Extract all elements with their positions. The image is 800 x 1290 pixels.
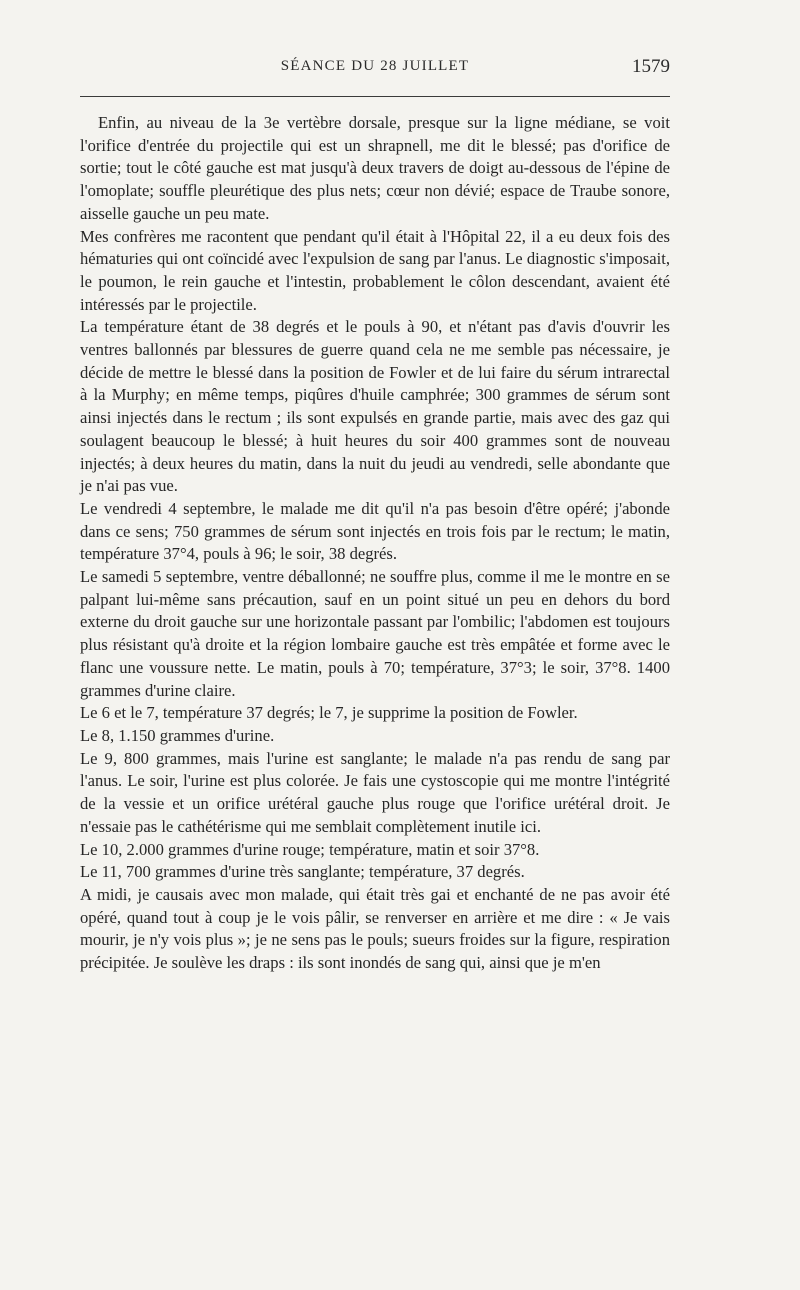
page-number: 1579: [632, 56, 670, 77]
paragraph-7: Le 8, 1.150 grammes d'urine.: [80, 725, 275, 745]
header-rule: [80, 96, 670, 97]
paragraph-1: Enfin, au niveau de la 3e vertèbre dorsale, presque sur la ligne médiane, se voit l'orifice d'entrée du projectile qui est un shrapnell, me dit le blessé; pas d'orifice de sortie; tout le côté gauche est mat jusqu'à deux travers de doigt au-dessous de l'épine de l'omoplate; souffle pleurétique des plus nets; cœur non dévié; espace de Traube sonore, aisselle gauche un peu mate.: [80, 113, 670, 223]
page-header: [80, 58, 670, 84]
paragraph-4: Le vendredi 4 septembre, le malade me dit qu'il n'a pas besoin d'être opéré; j'abonde dans ce sens; 750 grammes de sérum sont injectés en trois fois par le rectum; le matin, température 37°4, pouls à 96; le soir, 38 degrés.: [80, 498, 670, 564]
paragraph-5: Le samedi 5 septembre, ventre déballonné; ne souffre plus, comme il me le montre en se palpant lui-même sans précaution, sauf en un point situé un peu en dehors du bord externe du droit gauche sur une horizontale passant par l'ombilic; l'abdomen est toujours plus résistant qu'à droite et la région lombaire gauche est très empâtée et forme avec le flanc une voussure nette. Le matin, pouls à 70; température, 37°3; le soir, 37°8. 1400 grammes d'urine claire.: [80, 567, 670, 700]
paragraph-6: Le 6 et le 7, température 37 degrés; le 7, je supprime la position de Fowler.: [80, 703, 578, 723]
paragraph-8: Le 9, 800 grammes, mais l'urine est sanglante; le malade n'a pas rendu de sang par l'anus. Le soir, l'urine est plus colorée. Je fais une cystoscopie qui me montre l'intégrité de la vessie et un orifice urétéral gauche plus rouge que l'orifice urétéral droit. Je n'essaie pas le cathétérisme qui me semblait complètement inutile ici.: [80, 748, 670, 836]
paragraph-10: Le 11, 700 grammes d'urine très sanglante; température, 37 degrés.: [80, 862, 525, 882]
body-text: [80, 112, 670, 975]
paragraph-11: A midi, je causais avec mon malade, qui était très gai et enchanté de ne pas avoir été opéré, quand tout à coup je le vois pâlir, se renverser en arrière et me dire : « Je vais mourir, je n'y vois plus »; je ne sens pas le pouls; sueurs froides sur la figure, respiration précipitée. Je soulève les draps : ils sont inondés de sang qui, ainsi que je m'en: [80, 884, 670, 973]
paragraph-9: Le 10, 2.000 grammes d'urine rouge; température, matin et soir 37°8.: [80, 839, 540, 859]
paragraph-2: Mes confrères me racontent que pendant qu'il était à l'Hôpital 22, il a eu deux fois des hématuries qui ont coïncidé avec l'expulsion de sang par l'anus. Le diagnostic s'imposait, le poumon, le rein gauche et l'intestin, probablement le côlon descendant, avaient été intéressés par le projectile.: [80, 226, 670, 314]
paragraph-3: La température étant de 38 degrés et le pouls à 90, et n'étant pas d'avis d'ouvrir les ventres ballonnés par blessures de guerre quand cela ne me semble pas nécessaire, je décide de mettre le blessé dans la position de Fowler et de lui faire du sérum intrarectal à la Murphy; en même temps, piqûres d'huile camphrée; 300 grammes de sérum sont ainsi injectés dans le rectum ; ils sont expulsés en grande partie, mais avec des gaz qui soulagent beaucoup le blessé; à huit heures du soir 400 grammes sont de nouveau injectés; à deux heures du matin, dans la nuit du jeudi au vendredi, selle abondante que je n'ai pas vue.: [80, 317, 670, 496]
running-title: SÉANCE DU 28 JUILLET: [280, 58, 470, 74]
